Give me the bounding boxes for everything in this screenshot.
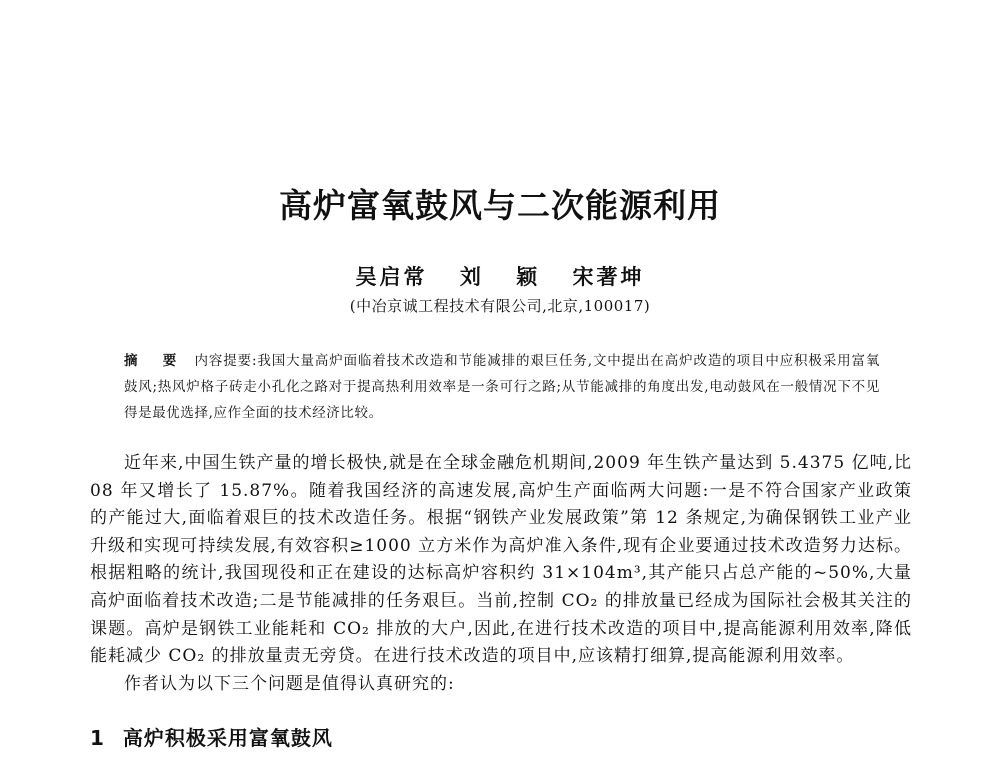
section-number: 1 <box>90 726 105 750</box>
section-title: 高炉积极采用富氧鼓风 <box>122 726 333 750</box>
abstract-text: 内容提要:我国大量高炉面临着技术改造和节能减排的艰巨任务,文中提出在高炉改造的项目中应积极采用富氧鼓风;热风炉格子砖走小孔化之路对于提高热利用效率是一条可行之路;从节能减排的角度出发,电动鼓风在一般情况下不见得是最优选择,应作全面的技术经济比较。 <box>124 353 880 421</box>
abstract-block <box>124 348 880 426</box>
section-heading <box>90 722 333 751</box>
author-affiliation: (中冶京诚工程技术有限公司,北京,100017) <box>349 297 651 315</box>
paper-title: 高炉富氧鼓风与二次能源利用 <box>279 186 721 225</box>
body-text <box>90 450 912 698</box>
abstract-label: 摘 要 <box>124 353 187 369</box>
author-list: 吴启常 刘 颖 宋著坤 <box>355 264 645 289</box>
body-paragraph: 作者认为以下三个问题是值得认真研究的: <box>124 673 455 694</box>
body-paragraph: 近年来,中国生铁产量的增长极快,就是在全球金融危机期间,2009 年生铁产量达到 5.4375 亿吨,比 08 年又增长了 15.87%。随着我国经济的高速发展,高炉生产面临两大问题:一是不符合国家产业政策的产能过大,面临着艰巨的技术改造任务。根据“钢铁产业发展政策”第 12 条规定,为确保钢铁工业产业升级和实现可持续发展,有效容积≥1000 立方米作为高炉准入条件,现有企业要通过技术改造努力达标。根据粗略的统计,我国现役和正在建设的达标高炉容积约 31×104m³,其产能只占总产能的~50%,大量高炉面临着技术改造;二是节能减排的任务艰巨。当前,控制 CO₂ 的排放量已经成为国际社会极其关注的课题。高炉是钢铁工业能耗和 CO₂ 排放的大户,因此,在进行技术改造的项目中,提高能源利用效率,降低能耗减少 CO₂ 的排放量责无旁贷。在进行技术改造的项目中,应该精打细算,提高能源利用效率。 <box>90 453 912 667</box>
